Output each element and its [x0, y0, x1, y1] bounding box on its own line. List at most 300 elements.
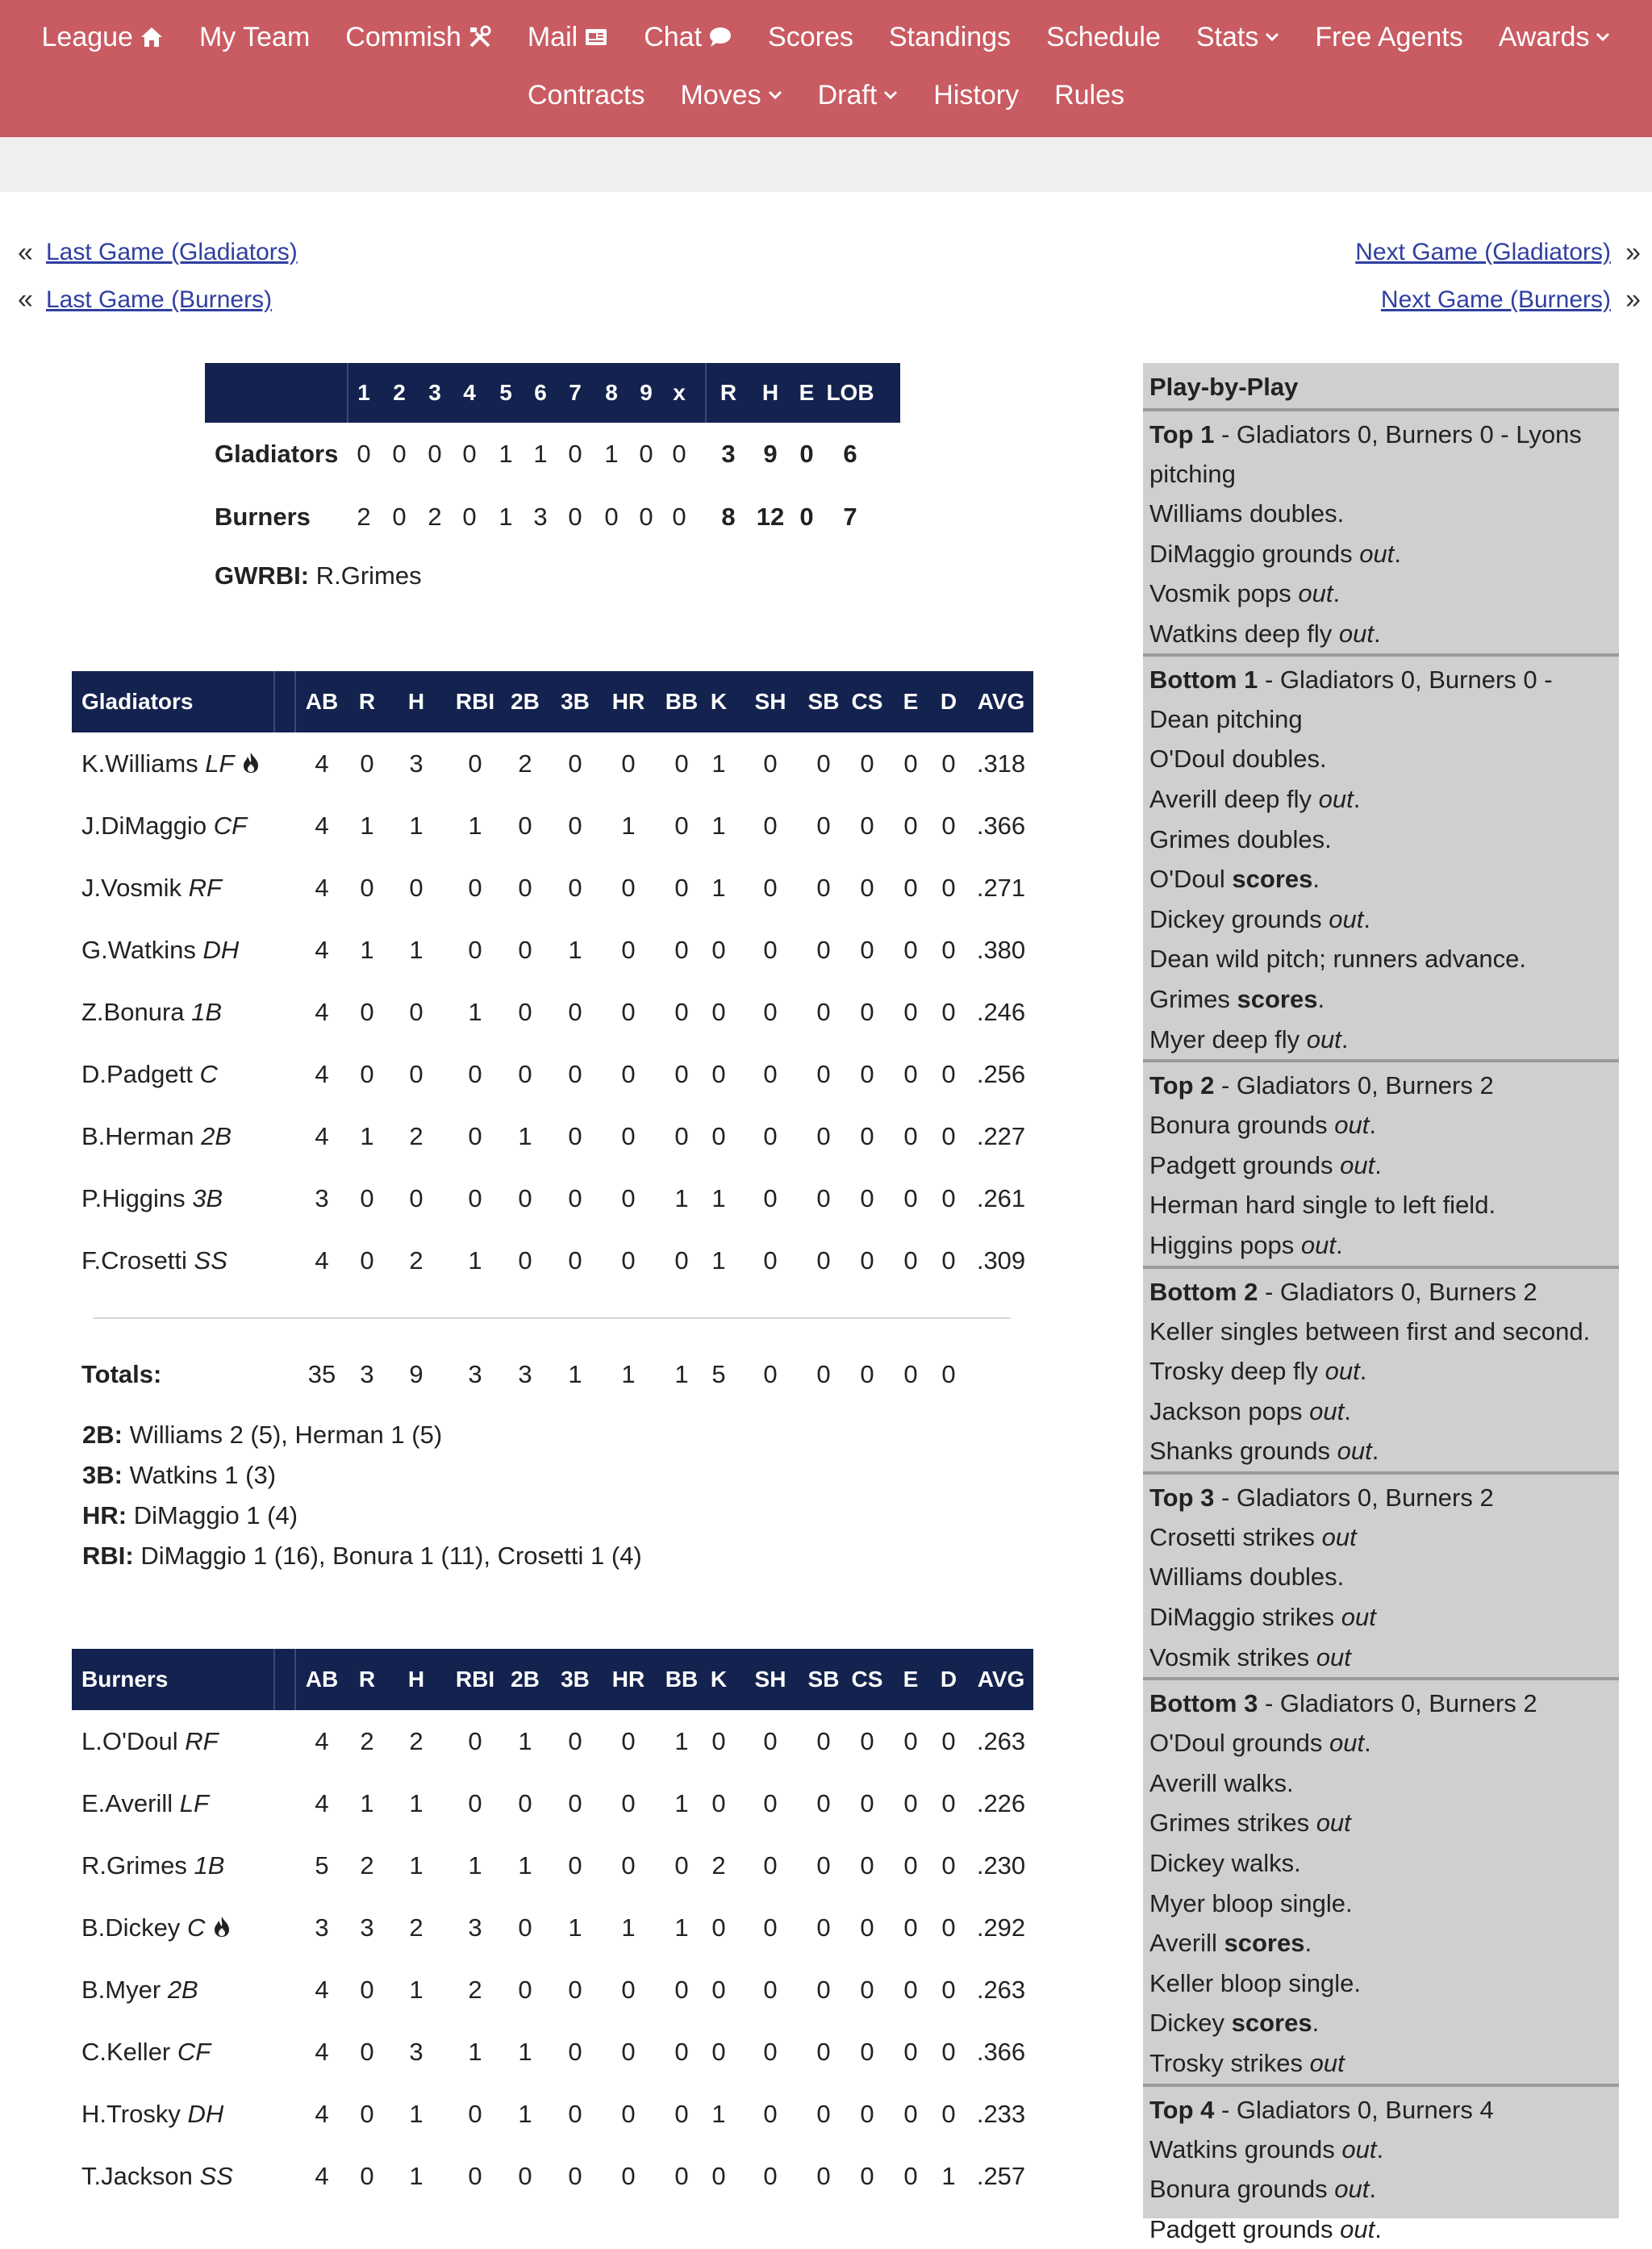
total-cell: 3: [360, 1360, 374, 1388]
stat-cell: 0: [568, 1060, 582, 1088]
player-name-cell: [72, 1167, 314, 1229]
stat-cell: 0: [568, 2162, 582, 2190]
stat-cell: 1: [674, 1184, 689, 1212]
column-header-sh: SH: [754, 689, 786, 714]
player-name[interactable]: F.Crosetti: [81, 1246, 187, 1275]
total-cell: 1: [621, 1360, 636, 1388]
stat-cell: 1: [711, 749, 726, 778]
pbp-play-punct: .: [1369, 1111, 1376, 1140]
nav-league[interactable]: [42, 22, 164, 53]
player-name-cell: [72, 981, 314, 1043]
stat-cell: 0: [903, 1976, 918, 2004]
pbp-inning-summary: - Gladiators 0, Burners 0 - Lyons pitching: [1149, 420, 1582, 488]
column-header-bb: BB: [665, 1667, 699, 1692]
stat-cell: .257: [976, 2162, 1026, 2190]
player-position: CF: [213, 812, 248, 840]
linescore-total-lob: 6: [843, 440, 857, 468]
pbp-play: [1149, 1843, 1612, 1884]
box-team-name: Burners: [81, 1667, 169, 1692]
column-header-hr: HR: [611, 689, 645, 714]
stat-cell: 0: [360, 1184, 374, 1212]
player-position: 1B: [191, 998, 223, 1026]
stat-cell: 0: [409, 874, 423, 902]
player-name[interactable]: C.Keller: [81, 2038, 171, 2066]
player-name[interactable]: P.Higgins: [81, 1184, 186, 1212]
stat-cell: 0: [763, 1122, 778, 1150]
pbp-play-punct: .: [1333, 579, 1341, 608]
stat-cell: 1: [711, 812, 726, 840]
stat-cell: 0: [941, 936, 956, 964]
pbp-play-text: Dickey: [1149, 2009, 1232, 2038]
pbp-play: [1149, 1517, 1612, 1558]
stat-cell: 0: [763, 812, 778, 840]
linescore-inning-cell: 0: [672, 503, 686, 531]
pbp-play-out: out: [1309, 2049, 1345, 2077]
player-name[interactable]: J.DiMaggio: [81, 812, 207, 840]
pbp-play-out: out: [1338, 619, 1375, 648]
stat-cell: .366: [976, 812, 1026, 840]
linescore-header-cell: H: [761, 380, 779, 405]
stat-cell: 0: [621, 936, 636, 964]
linescore-inning-cell: 0: [357, 440, 371, 468]
column-header-ab: AB: [305, 1667, 339, 1692]
nav-mail[interactable]: [528, 22, 608, 53]
stat-cell: 2: [360, 1851, 374, 1880]
player-position: SS: [194, 1246, 227, 1275]
pbp-play-out: out: [1316, 1642, 1351, 1671]
player-name[interactable]: R.Grimes: [81, 1851, 187, 1880]
stat-cell: 0: [860, 1913, 874, 1942]
nav-rules[interactable]: [1054, 80, 1124, 111]
linescore-row: [205, 486, 900, 549]
stat-cell: 0: [941, 1727, 956, 1755]
nav-scores[interactable]: [768, 22, 853, 53]
player-name[interactable]: E.Averill: [81, 1789, 173, 1817]
player-position: RF: [188, 874, 222, 902]
stat-cell: 0: [816, 812, 831, 840]
stat-cell: 0: [568, 1976, 582, 2004]
column-header-cs: CS: [851, 689, 883, 714]
pbp-inning-summary: - Gladiators 0, Burners 0 - Dean pitching: [1149, 666, 1553, 734]
stat-cell: 0: [568, 812, 582, 840]
stat-cell: 4: [315, 749, 329, 778]
linescore-inning-cell: 0: [568, 503, 582, 531]
pbp-play-text: Averill deep fly: [1149, 784, 1319, 813]
player-position: 2B: [167, 1976, 198, 2004]
pbp-inning-summary: - Gladiators 0, Burners 2: [1258, 1689, 1537, 1718]
pbp-play-text: Padgett grounds: [1149, 1150, 1341, 1179]
stat-cell: 0: [860, 1122, 874, 1150]
stat-cell: 0: [360, 1246, 374, 1275]
linescore-header-cell: E: [799, 380, 815, 405]
stat-cell: 0: [763, 1976, 778, 2004]
stat-cell: 0: [860, 812, 874, 840]
nav-history[interactable]: [933, 80, 1019, 111]
stat-cell: 4: [315, 936, 329, 964]
stat-cell: 0: [621, 2038, 636, 2066]
stat-cell: 0: [763, 2038, 778, 2066]
stat-cell: 4: [315, 1246, 329, 1275]
player-name[interactable]: T.Jackson: [81, 2162, 193, 2190]
player-position: 1B: [194, 1851, 225, 1880]
stat-cell: 0: [903, 1122, 918, 1150]
total-cell: 1: [568, 1360, 582, 1388]
home-icon: [140, 26, 164, 48]
stat-cell: 0: [860, 2038, 874, 2066]
total-cell: 0: [763, 1360, 778, 1388]
stat-cell: .230: [976, 1851, 1026, 1880]
header-separator: [294, 671, 296, 732]
player-name-cell: [72, 2145, 314, 2207]
linescore-table: [205, 363, 900, 549]
pbp-play-out: out: [1329, 904, 1364, 933]
stat-cell: 0: [763, 936, 778, 964]
column-header-d: D: [940, 1667, 957, 1692]
stat-cell: 2: [409, 1122, 423, 1150]
pbp-play: [1149, 534, 1612, 574]
table-row: [72, 2021, 1033, 2083]
stat-cell: 0: [941, 2100, 956, 2128]
player-name[interactable]: H.Trosky: [81, 2100, 181, 2128]
stat-cell: 0: [409, 998, 423, 1026]
pbp-play: [1149, 1803, 1612, 1843]
stat-cell: 0: [518, 1789, 532, 1817]
pbp-inning-header: [1149, 1066, 1612, 1105]
stat-cell: 0: [468, 1184, 482, 1212]
pbp-inning-header: [1149, 415, 1612, 494]
pbp-play-punct: .: [1375, 2214, 1382, 2243]
stat-cell: 0: [674, 936, 689, 964]
stat-cell: .263: [976, 1976, 1026, 2004]
table-row: [72, 981, 1033, 1043]
stat-cell: 0: [360, 1060, 374, 1088]
linescore-inning-cell: 0: [672, 440, 686, 468]
stat-cell: 0: [903, 2100, 918, 2128]
stat-cell: 0: [568, 1789, 582, 1817]
pbp-play-text: Dickey grounds: [1149, 904, 1329, 933]
pbp-play-punct: .: [1371, 1437, 1379, 1466]
stat-cell: 2: [360, 1727, 374, 1755]
nav-contracts[interactable]: [528, 80, 645, 111]
stat-cell: 0: [568, 998, 582, 1026]
table-row: [72, 795, 1033, 857]
stat-cell: 0: [941, 1851, 956, 1880]
batting-note: [82, 1455, 642, 1496]
pbp-play: [1149, 1557, 1612, 1597]
stat-cell: 0: [711, 1976, 726, 2004]
total-cell: 1: [674, 1360, 689, 1388]
pbp-play-punct: .: [1341, 1024, 1349, 1054]
pbp-half-inning: Top 3: [1149, 1483, 1215, 1512]
pbp-play: [1149, 1392, 1612, 1432]
stat-cell: 0: [941, 1246, 956, 1275]
stat-cell: 0: [621, 2100, 636, 2128]
stat-cell: 0: [903, 1851, 918, 1880]
pbp-play-out: out: [1334, 1111, 1370, 1140]
stat-cell: 4: [315, 2100, 329, 2128]
tools-icon: [468, 25, 492, 49]
pbp-play: [1149, 1351, 1612, 1392]
pbp-play-text: Keller bloop single.: [1149, 1968, 1361, 1997]
linescore-total-lob: 7: [843, 503, 857, 531]
stat-cell: .271: [976, 874, 1026, 902]
stat-cell: 0: [621, 1246, 636, 1275]
linescore-inning-cell: 1: [499, 440, 513, 468]
stat-cell: 0: [711, 1727, 726, 1755]
pbp-play-out: out: [1340, 2214, 1375, 2243]
stat-cell: 0: [621, 1184, 636, 1212]
stat-cell: 1: [568, 1913, 582, 1942]
pbp-half-inning: Bottom 3: [1149, 1689, 1258, 1718]
nav-free-agents[interactable]: [1315, 22, 1462, 53]
stat-cell: 0: [568, 1122, 582, 1150]
table-row: [72, 1772, 1033, 1834]
pbp-inning: [1143, 1677, 1619, 2083]
column-header-sb: SB: [807, 689, 840, 714]
stat-cell: 0: [518, 1913, 532, 1942]
stat-cell: 0: [816, 936, 831, 964]
stat-cell: 3: [315, 1913, 329, 1942]
last-game-burners-link[interactable]: Last Game (Burners): [46, 286, 273, 313]
stat-cell: 1: [468, 812, 482, 840]
stat-cell: 2: [409, 1727, 423, 1755]
nav-schedule[interactable]: [1046, 22, 1161, 53]
pbp-play: [1149, 859, 1612, 899]
pbp-play-punct: .: [1359, 1357, 1367, 1386]
total-cell: 0: [860, 1360, 874, 1388]
batting-note: [82, 1536, 642, 1576]
nav-standings[interactable]: [889, 22, 1011, 53]
stat-cell: 1: [621, 812, 636, 840]
gwrbi-value: R.Grimes: [315, 561, 422, 590]
stat-cell: 0: [360, 2162, 374, 2190]
pbp-inning-header: [1149, 660, 1612, 739]
player-name[interactable]: B.Herman: [81, 1122, 194, 1150]
player-name[interactable]: D.Padgett: [81, 1060, 193, 1088]
stat-cell: 0: [860, 749, 874, 778]
player-name[interactable]: L.O'Doul: [81, 1727, 178, 1755]
pbp-play-scores: scores: [1231, 2009, 1312, 2038]
stat-cell: 0: [903, 1184, 918, 1212]
nav-awards[interactable]: [1499, 22, 1611, 53]
player-position: LF: [179, 1789, 209, 1817]
player-name[interactable]: J.Vosmik: [81, 874, 182, 902]
player-name[interactable]: K.Williams: [81, 749, 198, 778]
stat-cell: 2: [409, 1913, 423, 1942]
pbp-play-out: out: [1298, 579, 1333, 608]
stat-cell: 0: [903, 998, 918, 1026]
stat-cell: 1: [468, 998, 482, 1026]
pbp-play-text: Williams doubles.: [1149, 499, 1345, 528]
player-name[interactable]: G.Watkins: [81, 936, 196, 964]
pbp-play-out: out: [1321, 1522, 1357, 1551]
pbp-play: [1149, 820, 1612, 860]
pbp-play-text: Williams doubles.: [1149, 1563, 1345, 1592]
player-name-cell: [72, 2083, 314, 2145]
stat-cell: 4: [315, 874, 329, 902]
stat-cell: 0: [568, 1246, 582, 1275]
stat-cell: 0: [360, 874, 374, 902]
stat-cell: 4: [315, 2038, 329, 2066]
stat-cell: 0: [816, 1184, 831, 1212]
stat-cell: .318: [976, 749, 1026, 778]
stat-cell: 0: [711, 1789, 726, 1817]
player-name-cell: [72, 1229, 314, 1291]
next-game-gladiators-link[interactable]: Next Game (Gladiators): [1355, 239, 1611, 265]
stat-cell: 0: [568, 1851, 582, 1880]
pbp-play: [1149, 1763, 1612, 1804]
stat-cell: 0: [621, 874, 636, 902]
stat-cell: 0: [816, 2162, 831, 2190]
stat-cell: 1: [518, 1851, 532, 1880]
pbp-half-inning: Top 2: [1149, 1071, 1215, 1100]
table-row: [72, 919, 1033, 981]
nav-label: Stats: [1195, 21, 1259, 52]
nav-row-secondary: [0, 73, 1652, 118]
stat-cell: 0: [674, 1060, 689, 1088]
player-name-cell: [72, 857, 314, 919]
linescore-inning-cell: 0: [639, 440, 653, 468]
stat-cell: 0: [711, 936, 726, 964]
pbp-play-text: Higgins pops: [1149, 1230, 1301, 1259]
totals-label: Totals:: [81, 1360, 162, 1388]
stat-cell: 0: [360, 2100, 374, 2128]
pbp-play-punct: .: [1363, 904, 1371, 933]
pbp-play-text: Watkins deep fly: [1149, 619, 1339, 648]
stat-cell: 0: [860, 998, 874, 1026]
column-header-rbi: RBI: [455, 1667, 495, 1692]
table-row: [72, 1043, 1033, 1105]
column-header-2b: 2B: [511, 689, 540, 714]
linescore-header-cell: LOB: [826, 380, 874, 405]
stat-cell: 1: [409, 2100, 423, 2128]
burners-box-score: [72, 1649, 1033, 2207]
nav-draft[interactable]: [818, 80, 899, 111]
linescore-inning-cell: 2: [357, 503, 371, 531]
pbp-play-text: Grimes doubles.: [1149, 824, 1332, 853]
linescore-total-r: 8: [721, 503, 736, 531]
player-name[interactable]: B.Myer: [81, 1976, 161, 2004]
last-game-gladiators-link[interactable]: Last Game (Gladiators): [46, 239, 298, 265]
stat-cell: 0: [674, 998, 689, 1026]
nav-my-team[interactable]: [199, 22, 310, 53]
nav-label: Scores: [768, 21, 853, 52]
gwrbi-line: [215, 561, 422, 590]
stat-cell: 3: [315, 1184, 329, 1212]
stat-cell: .309: [976, 1246, 1026, 1275]
nav-chat[interactable]: [644, 22, 732, 53]
player-name[interactable]: B.Dickey: [81, 1913, 181, 1942]
linescore-inning-cell: 1: [604, 440, 619, 468]
pbp-play-out: out: [1309, 1396, 1345, 1425]
pbp-play: [1149, 1185, 1612, 1225]
stat-cell: 0: [674, 2162, 689, 2190]
chevron-down-icon: [883, 90, 898, 100]
nav-stats[interactable]: [1196, 22, 1279, 53]
stat-cell: 0: [763, 874, 778, 902]
pbp-play-text: Averill walks.: [1149, 1768, 1294, 1797]
column-header-ab: AB: [305, 689, 339, 714]
stat-cell: 5: [315, 1851, 329, 1880]
stat-cell: .227: [976, 1122, 1026, 1150]
pbp-play-out: out: [1359, 539, 1395, 568]
linescore-total-r: 3: [721, 440, 736, 468]
stat-cell: 0: [860, 936, 874, 964]
pbp-play: [1149, 494, 1612, 534]
chevron-down-icon: [1265, 32, 1279, 42]
stat-cell: 0: [816, 1913, 831, 1942]
stat-cell: 0: [816, 1727, 831, 1755]
stat-cell: 0: [621, 1851, 636, 1880]
stat-cell: 0: [763, 1184, 778, 1212]
gladiators-totals-row: [72, 1343, 1033, 1405]
linescore-inning-cell: 2: [428, 503, 442, 531]
stat-cell: 0: [816, 2100, 831, 2128]
column-header-e: E: [903, 1667, 919, 1692]
total-cell: 35: [307, 1360, 336, 1388]
pbp-play-punct: .: [1369, 2175, 1376, 2204]
stat-cell: 1: [941, 2162, 956, 2190]
stat-cell: 4: [315, 998, 329, 1026]
mail-icon: [584, 27, 608, 48]
player-name-cell: [72, 795, 314, 857]
pbp-play-text: Myer bloop single.: [1149, 1888, 1353, 1917]
linescore-inning-cell: 0: [639, 503, 653, 531]
pbp-play: [1149, 1312, 1612, 1352]
stat-cell: 4: [315, 1060, 329, 1088]
pbp-play: [1149, 1020, 1612, 1060]
nav-label: Mail: [527, 21, 578, 52]
next-game-burners-link[interactable]: Next Game (Burners): [1380, 286, 1611, 313]
pbp-play: [1149, 779, 1612, 820]
column-header-cs: CS: [851, 1667, 883, 1692]
box-score-header: [72, 671, 1033, 732]
player-position: C: [186, 1913, 206, 1942]
stat-cell: 0: [816, 1246, 831, 1275]
pbp-inning-header: [1149, 2090, 1612, 2130]
note-text: DiMaggio 1 (4): [133, 1501, 298, 1529]
nav-label: History: [933, 79, 1020, 111]
stat-cell: 1: [568, 936, 582, 964]
pbp-play-text: Grimes: [1149, 984, 1237, 1013]
pbp-play-punct: .: [1317, 984, 1325, 1013]
column-header-k: K: [710, 689, 728, 714]
linescore-total-h: 12: [756, 503, 785, 531]
table-row: [72, 1105, 1033, 1167]
nav-label: League: [41, 21, 133, 52]
nav-commish[interactable]: [345, 22, 492, 53]
linescore-header-cell: 9: [640, 380, 653, 405]
pbp-half-inning: Bottom 2: [1149, 1277, 1258, 1306]
stat-cell: 0: [468, 2162, 482, 2190]
linescore-total-h: 9: [763, 440, 778, 468]
pbp-play-text: Dickey walks.: [1149, 1849, 1301, 1878]
linescore-inning-cell: 0: [604, 503, 619, 531]
stat-cell: 1: [518, 1727, 532, 1755]
nav-moves[interactable]: [680, 80, 782, 111]
player-name-cell: [72, 1105, 314, 1167]
pbp-play-text: Shanks grounds: [1149, 1437, 1337, 1466]
pbp-inning-header: [1149, 1684, 1612, 1723]
chevron-down-icon: [1596, 32, 1610, 42]
nav-label: Draft: [817, 79, 878, 111]
header-separator: [273, 671, 275, 732]
stat-cell: 1: [711, 1246, 726, 1275]
column-header-k: K: [710, 1667, 728, 1692]
stat-cell: 0: [941, 812, 956, 840]
player-name[interactable]: Z.Bonura: [81, 998, 185, 1026]
play-by-play-title: Play-by-Play: [1149, 373, 1299, 401]
